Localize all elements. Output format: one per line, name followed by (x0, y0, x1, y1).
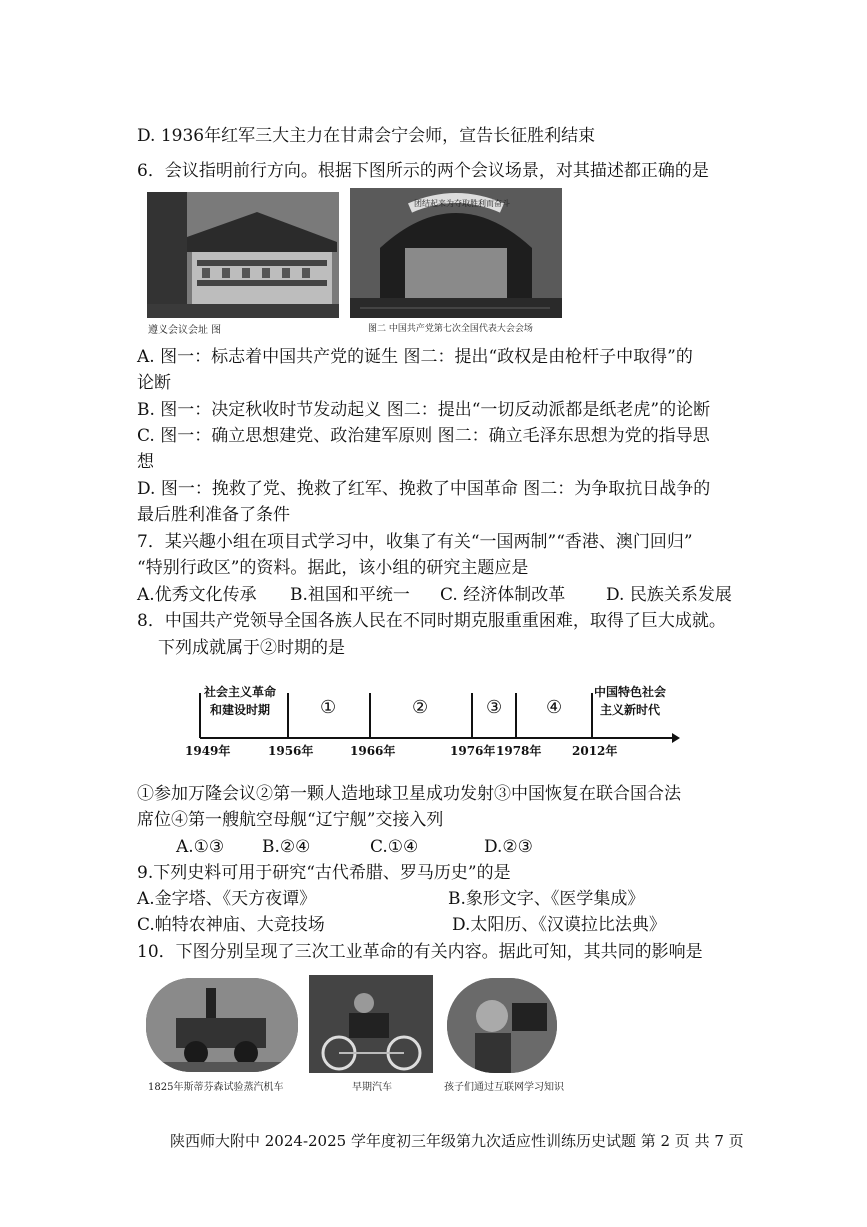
q8-option-a: A.①③ (176, 837, 225, 857)
q8-option-c: C.①④ (370, 837, 419, 857)
q6-option-line-5: 想 (137, 452, 154, 472)
q7-option-c: C. 经济体制改革 (440, 585, 566, 605)
q8-items-line-2: 席位④第一艘航空母舰“辽宁舰”交接入列 (137, 810, 444, 830)
q6-option-line-1: A. 图一：标志着中国共产党的诞生 图二：提出“政权是由枪杆子中取得”的 (137, 347, 693, 367)
q9-option-a: A.金字塔、《天方夜谭》 (137, 889, 317, 909)
q8-stem-line-1: 8．中国共产党领导全国各族人民在不同时期克服重重困难，取得了巨大成就。 (137, 611, 726, 631)
children-computer-image (447, 978, 557, 1073)
fig2-caption: 图二 中国共产党第七次全国代表大会会场 (368, 324, 533, 334)
q10-caption-1: 1825年斯蒂芬森试验蒸汽机车 (148, 1082, 284, 1093)
timeline-end-label-2: 主义新时代 (600, 703, 661, 717)
q10-caption-2: 早期汽车 (352, 1082, 392, 1093)
page-footer: 陕西师大附中 2024-2025 学年度初三年级第九次适应性训练历史试题 第 2 页 共 7 页 (170, 1132, 744, 1150)
fig1-caption: 遵义会议会址 图 (148, 325, 222, 336)
timeline-segment-1: ① (320, 697, 337, 718)
q8-option-d: D.②③ (484, 837, 533, 857)
q6-option-line-4: C. 图一：确立思想建党、政治建军原则 图二：确立毛泽东思想为党的指导思 (137, 426, 710, 446)
q9-option-b: B.象形文字、《医学集成》 (448, 889, 645, 909)
q6-option-line-7: 最后胜利准备了条件 (137, 505, 290, 525)
q10-stem: 10．下图分别呈现了三次工业革命的有关内容。据此可知，其共同的影响是 (137, 942, 703, 962)
q9-option-c: C.帕特农神庙、大竞技场 (137, 915, 325, 935)
timeline-segment-3: ③ (486, 697, 503, 718)
timeline-start-label-2: 和建设时期 (210, 703, 271, 717)
q8-timeline (180, 675, 680, 765)
timeline-year-1956: 1956年 (268, 744, 314, 758)
locomotive-image (146, 978, 298, 1072)
automobile-image (309, 975, 433, 1073)
early-automobile-photo (309, 975, 433, 1073)
congress-banner-text: 团结起来为夺取胜利而奋斗 (414, 199, 510, 208)
timeline-year-1978: 1978年 (496, 744, 542, 758)
q8-stem-line-2: 下列成就属于②时期的是 (158, 638, 345, 658)
zunyi-meeting-photo (147, 192, 339, 318)
zunyi-building-image (147, 192, 339, 318)
timeline-year-1976: 1976年 (450, 744, 496, 758)
timeline-year-1966: 1966年 (350, 744, 396, 758)
q8-items-line-1: ①参加万隆会议②第一颗人造地球卫星成功发射③中国恢复在联合国合法 (137, 784, 681, 804)
timeline-segment-4: ④ (546, 697, 563, 718)
q6-option-line-6: D. 图一：挽救了党、挽救了红军、挽救了中国革命 图二：为争取抗日战争的 (137, 479, 711, 499)
q9-stem: 9.下列史料可用于研究“古代希腊、罗马历史”的是 (137, 863, 511, 883)
timeline-end-label-1: 中国特色社会 (594, 685, 667, 699)
q8-option-b: B.②④ (262, 837, 311, 857)
seventh-congress-photo (350, 188, 562, 318)
timeline-segment-2: ② (412, 697, 429, 718)
q7-stem-line-2: “特别行政区”的资料。据此，该小组的研究主题应是 (137, 558, 529, 578)
internet-learning-photo (447, 978, 557, 1073)
q6-stem: 6．会议指明前行方向。根据下图所示的两个会议场景，对其描述都正确的是 (137, 161, 709, 181)
q9-option-d: D.太阳历、《汉谟拉比法典》 (452, 915, 666, 935)
q6-option-line-3: B. 图一：决定秋收时节发动起义 图二：提出“一切反动派都是纸老虎”的论断 (137, 400, 711, 420)
q7-option-a: A.优秀文化传承 (137, 585, 257, 605)
q7-option-d: D. 民族关系发展 (606, 585, 732, 605)
q10-caption-3: 孩子们通过互联网学习知识 (444, 1082, 564, 1093)
timeline-start-label-1: 社会主义革命 (204, 685, 277, 699)
q6-option-line-2: 论断 (137, 373, 171, 393)
timeline-year-2012: 2012年 (572, 744, 618, 758)
q7-stem-line-1: 7．某兴趣小组在项目式学习中，收集了有关“一国两制”“香港、澳门回归” (137, 532, 693, 552)
q7-option-b: B.祖国和平统一 (290, 585, 410, 605)
q5-option-d: D. 1936年红军三大主力在甘肃会宁会师，宣告长征胜利结束 (137, 126, 596, 146)
timeline-year-1949: 1949年 (185, 744, 231, 758)
steam-locomotive-photo (146, 978, 298, 1072)
